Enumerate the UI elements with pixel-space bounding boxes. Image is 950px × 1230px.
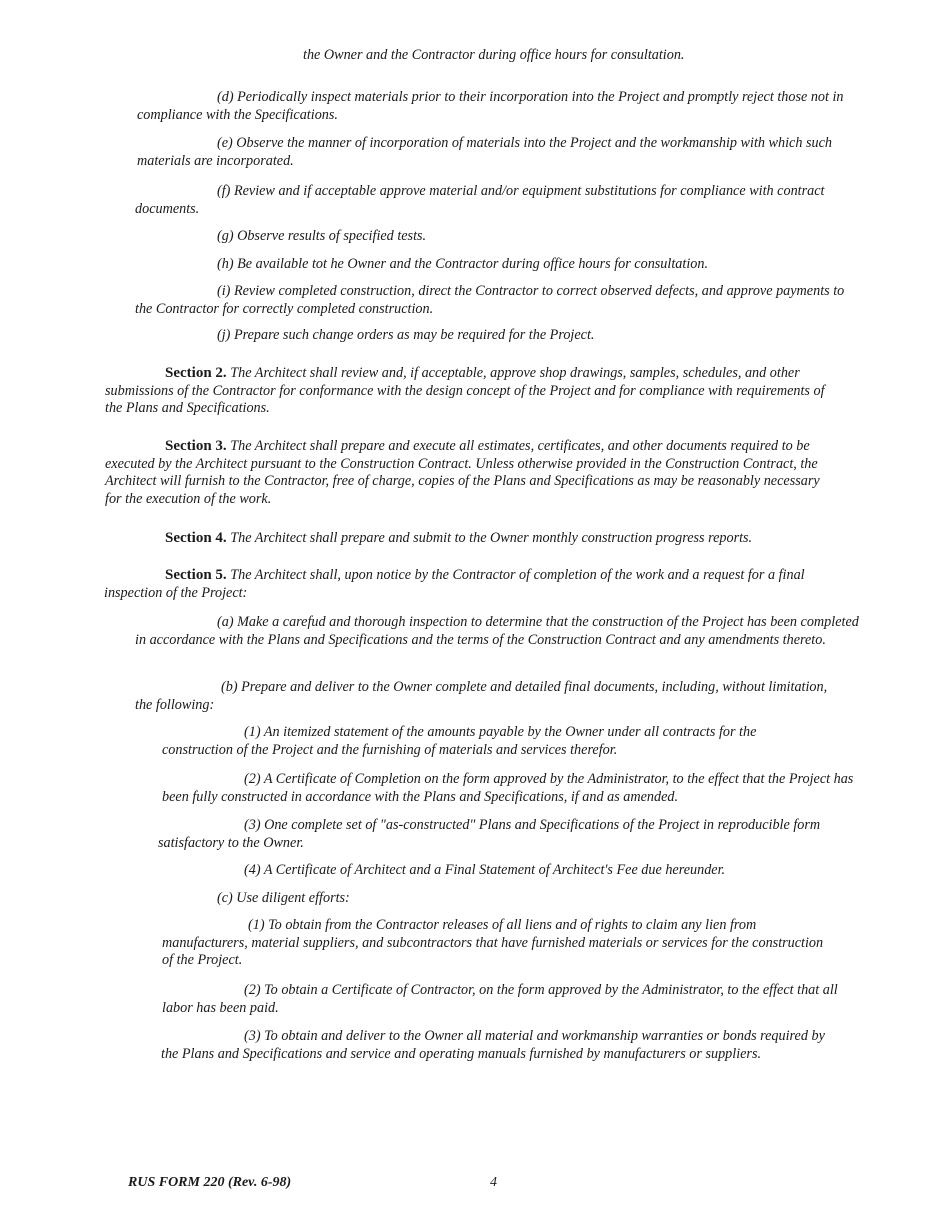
section-3 [105,438,825,508]
page-number: 4 [490,1175,497,1190]
top-line: the Owner and the Contractor during office hours for consultation. [303,47,685,63]
item-i: (i) Review completed construction, direct the Contractor to correct observed defects, and approve payments to the Contractor for correctly completed construction. [135,283,845,317]
item-j: (j) Prepare such change orders as may be required for the Project. [217,327,595,343]
section-5-heading: Section 5. [165,567,227,583]
section-5-item-c2: (2) To obtain a Certificate of Contractor, on the form approved by the Administrator, to the effect that all labor has been paid. [162,982,838,1016]
form-label: RUS FORM 220 (Rev. 6-98) [128,1175,292,1190]
section-5-item-b2: (2) A Certificate of Completion on the form approved by the Administrator, to the effect that the Project has been fully constructed in accordance with the Plans and Specifications, if and as amended. [162,771,854,805]
item-f: (f) Review and if acceptable approve material and/or equipment substitutions for compliance with contract documents. [135,183,825,217]
section-5-item-b3: (3) One complete set of "as-constructed" Plans and Specifications of the Project in reproducible form satisfactory to the Owner. [158,817,821,851]
item-d: (d) Periodically inspect materials prior to their incorporation into the Project and promptly reject those not in compliance with the Specifications. [137,89,844,123]
section-5-item-c1: (1) To obtain from the Contractor releases of all liens and of rights to claim any lien from manufacturers, material suppliers, and subcontractors that have furnished materials or services for the construction of the Project. [162,917,824,968]
section-5-item-b1: (1) An itemized statement of the amounts payable by the Owner under all contracts for the construction of the Project and the furnishing of materials and services therefor. [162,724,757,758]
section-2-heading: Section 2. [165,365,227,381]
section-3-heading: Section 3. [165,438,227,454]
section-5-text: The Architect shall, upon notice by the Contractor of completion of the work and a request for a final inspection of the Project: [104,567,805,601]
item-h: (h) Be available tot he Owner and the Contractor during office hours for consultation. [217,256,708,272]
section-4 [105,530,865,548]
section-2-text: The Architect shall review and, if acceptable, approve shop drawings, samples, schedules, and other submissions of the Contractor for conformance with the design concept of the Project and for compliance with requirements of the Plans and Specifications. [105,365,825,416]
section-5-item-b4: (4) A Certificate of Architect and a Final Statement of Architect's Fee due hereunder. [244,862,726,878]
section-5 [104,567,849,602]
section-4-heading: Section 4. [165,530,227,546]
section-3-text: The Architect shall prepare and execute all estimates, certificates, and other documents required to be executed by the Architect pursuant to the Construction Contract. Unless otherwise provided in the Construction Contract, the Architect will furnish to the Contractor, free of charge, copies of the Plans and Specifications as may be reasonably necessary for the execution of the work. [105,438,820,507]
section-5-item-c3: (3) To obtain and deliver to the Owner all material and workmanship warranties or bonds required by the Plans and Specifications and service and operating manuals furnished by manufacturers or suppliers. [161,1028,825,1062]
item-g: (g) Observe results of specified tests. [217,228,427,244]
section-5-item-a: (a) Make a carefud and thorough inspection to determine that the construction of the Project has been completed in accordance with the Plans and Specifications and the terms of the Construction Contract and any amendments thereto. [135,614,859,648]
section-2 [105,365,840,418]
section-4-text: The Architect shall prepare and submit to the Owner monthly construction progress reports. [230,530,753,546]
section-5-item-c: (c) Use diligent efforts: [217,890,350,906]
item-e: (e) Observe the manner of incorporation of materials into the Project and the workmanship with which such materials are incorporated. [137,135,832,169]
section-5-item-b: (b) Prepare and deliver to the Owner complete and detailed final documents, including, without limitation, the following: [135,679,828,713]
